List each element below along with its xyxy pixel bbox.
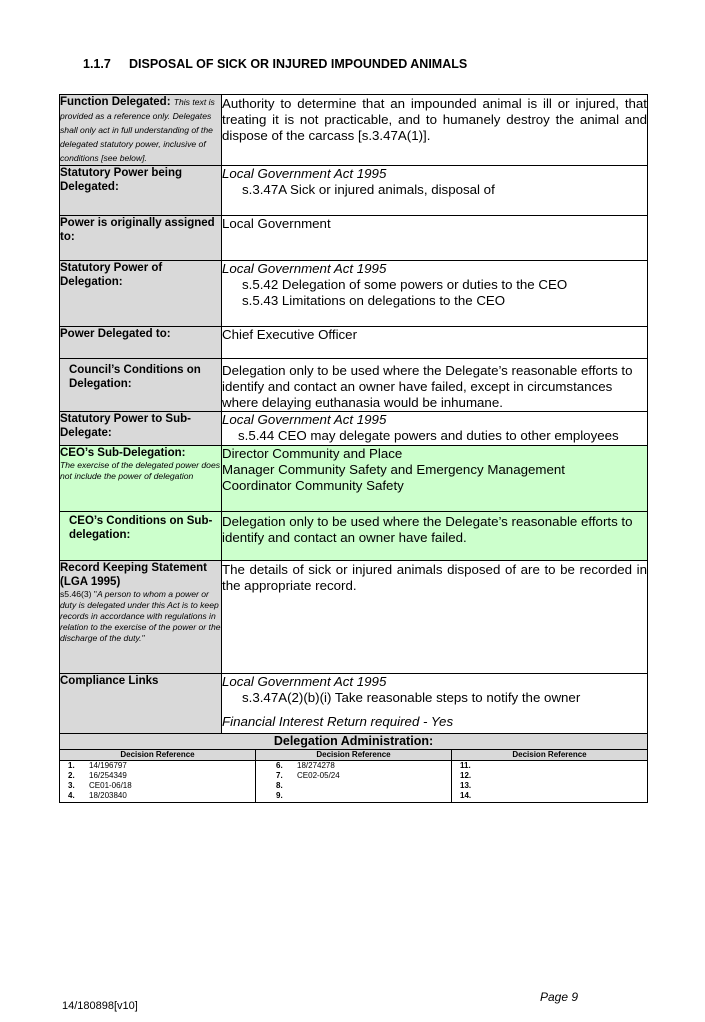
delegation-table	[59, 94, 648, 739]
section-heading	[83, 57, 467, 71]
function-delegated-value	[222, 95, 648, 166]
statutory-power-section: s.3.47A Sick or injured animals, disposal of	[242, 182, 495, 197]
row-record-keeping	[60, 561, 648, 674]
entry-number: 14.	[460, 791, 472, 800]
ceo-sub-delegation-label: CEO’s Sub-Delegation:	[60, 447, 186, 459]
compliance-links-value	[222, 674, 648, 739]
power-of-delegation-s543: s.5.43 Limitations on delegations to the CEO	[242, 293, 506, 308]
decision-entry	[68, 761, 255, 771]
statutory-power-act: Local Government Act 1995	[222, 166, 387, 181]
decision-entry	[68, 791, 255, 801]
decision-entry	[460, 781, 647, 791]
row-compliance-links	[60, 674, 648, 739]
entry-reference: CE02-05/24	[297, 771, 340, 780]
decision-reference-header-1: Decision Reference	[60, 750, 256, 761]
decision-entry	[460, 771, 647, 781]
sub-delegate-power-label: Statutory Power to Sub-Delegate:	[60, 412, 222, 446]
statutory-power-label: Statutory Power being Delegated:	[60, 166, 222, 216]
originally-assigned-label: Power is originally assigned to:	[60, 216, 222, 261]
decision-column-1	[60, 761, 256, 803]
entry-number: 3.	[68, 781, 75, 790]
entry-reference: 18/203840	[89, 791, 127, 800]
function-delegated-label-cell	[60, 95, 222, 166]
decision-entry	[276, 761, 451, 771]
function-delegated-note: This text is provided as a reference only. Delegates shall only act in full understanding of the delegated statutory power, inclusive of conditions [see below].	[60, 97, 215, 163]
decision-entry	[68, 771, 255, 781]
decision-reference-header-2: Decision Reference	[256, 750, 452, 761]
decision-reference-header-3: Decision Reference	[452, 750, 648, 761]
record-keeping-text: The details of sick or injured animals disposed of are to be recorded in the appropriate record.	[222, 562, 647, 593]
function-delegated-label: Function Delegated:	[60, 96, 171, 108]
compliance-links-label: Compliance Links	[60, 674, 222, 739]
row-ceo-sub-delegation	[60, 446, 648, 512]
entry-number: 13.	[460, 781, 472, 790]
delegated-to-value: Chief Executive Officer	[222, 327, 648, 359]
power-of-delegation-act: Local Government Act 1995	[222, 261, 387, 276]
decision-entry	[276, 791, 451, 801]
statutory-power-value	[222, 166, 648, 216]
power-of-delegation-label: Statutory Power of Delegation:	[60, 261, 222, 327]
record-keeping-label-cell	[60, 561, 222, 674]
entry-reference: CE01-06/18	[89, 781, 132, 790]
decision-entry	[276, 781, 451, 791]
entry-reference: 16/254349	[89, 771, 127, 780]
ceo-sub-delegation-value	[222, 446, 648, 512]
decision-column-3	[452, 761, 648, 803]
entry-number: 7.	[276, 771, 283, 780]
compliance-act: Local Government Act 1995	[222, 674, 387, 689]
council-conditions-label: Council’s Conditions on Delegation:	[60, 359, 222, 412]
delegation-administration-table	[59, 733, 648, 803]
entry-reference: 14/196797	[89, 761, 127, 770]
sub-delegate-coordinator: Coordinator Community Safety	[222, 478, 404, 493]
ceo-sub-delegation-note: The exercise of the delegated power does not include the power of delegation	[60, 460, 221, 481]
ceo-sub-delegation-label-cell	[60, 446, 222, 512]
originally-assigned-value: Local Government	[222, 216, 648, 261]
sub-delegate-power-act: Local Government Act 1995	[222, 412, 387, 427]
compliance-section: s.3.47A(2)(b)(i) Take reasonable steps to notify the owner	[242, 690, 581, 705]
document-id: 14/180898[v10]	[62, 1000, 138, 1012]
entry-number: 12.	[460, 771, 472, 780]
financial-interest-return: Financial Interest Return required - Yes	[222, 714, 454, 729]
ceo-conditions-value: Delegation only to be used where the Delegate’s reasonable efforts to identify and contact an owner have failed.	[222, 512, 648, 561]
decision-entry	[276, 771, 451, 781]
entry-number: 11.	[460, 761, 471, 770]
function-delegated-text: Authority to determine that an impounded animal is ill or injured, that treating it is not practicable, and to humanely destroy the animal and dispose of the carcass [s.3.47A(1)].	[222, 96, 647, 143]
entry-number: 4.	[68, 791, 75, 800]
decision-entry	[460, 791, 647, 801]
ceo-conditions-label: CEO’s Conditions on Sub-delegation:	[60, 512, 222, 561]
entry-number: 6.	[276, 761, 283, 770]
decision-entry	[68, 781, 255, 791]
entry-number: 8.	[276, 781, 283, 790]
sub-delegate-power-value	[222, 412, 648, 446]
sub-delegate-power-section: s.5.44 CEO may delegate powers and duties to other employees	[238, 428, 619, 443]
entry-number: 9.	[276, 791, 283, 800]
row-ceo-conditions	[60, 512, 648, 561]
entry-reference: 18/274278	[297, 761, 335, 770]
record-keeping-label: Record Keeping Statement (LGA 1995)	[60, 562, 207, 588]
row-council-conditions	[60, 359, 648, 412]
decision-column-2	[256, 761, 452, 803]
sub-delegate-director: Director Community and Place	[222, 446, 403, 461]
row-delegated-to	[60, 327, 648, 359]
record-keeping-note	[60, 589, 221, 644]
section-title: DISPOSAL OF SICK OR INJURED IMPOUNDED ANIMALS	[129, 57, 468, 71]
page-number: Page 9	[540, 990, 579, 1004]
row-sub-delegate-power	[60, 412, 648, 446]
record-keeping-value	[222, 561, 648, 674]
compliance-spacer	[222, 706, 647, 714]
administration-title: Delegation Administration:	[60, 734, 648, 750]
row-originally-assigned	[60, 216, 648, 261]
entry-number: 1.	[68, 761, 75, 770]
record-keeping-note-text: A person to whom a power or duty is delegated under this Act is to keep records in accordance with regulations in relation to the exercise of the power or the discharge of the duty."	[60, 589, 221, 643]
delegated-to-label: Power Delegated to:	[60, 327, 222, 359]
entry-number: 2.	[68, 771, 75, 780]
row-power-of-delegation	[60, 261, 648, 327]
council-conditions-value: Delegation only to be used where the Delegate’s reasonable efforts to identify and contact an owner have failed, except in circumstances where delaying euthanasia would be inhumane.	[222, 359, 648, 412]
row-function-delegated	[60, 95, 648, 166]
power-of-delegation-value	[222, 261, 648, 327]
row-statutory-power	[60, 166, 648, 216]
record-keeping-note-prefix: s5.46(3) "	[60, 589, 97, 599]
decision-entry	[460, 761, 647, 771]
sub-delegate-manager: Manager Community Safety and Emergency Management	[222, 462, 565, 477]
power-of-delegation-s542: s.5.42 Delegation of some powers or duties to the CEO	[242, 277, 568, 292]
section-number: 1.1.7	[83, 57, 111, 71]
